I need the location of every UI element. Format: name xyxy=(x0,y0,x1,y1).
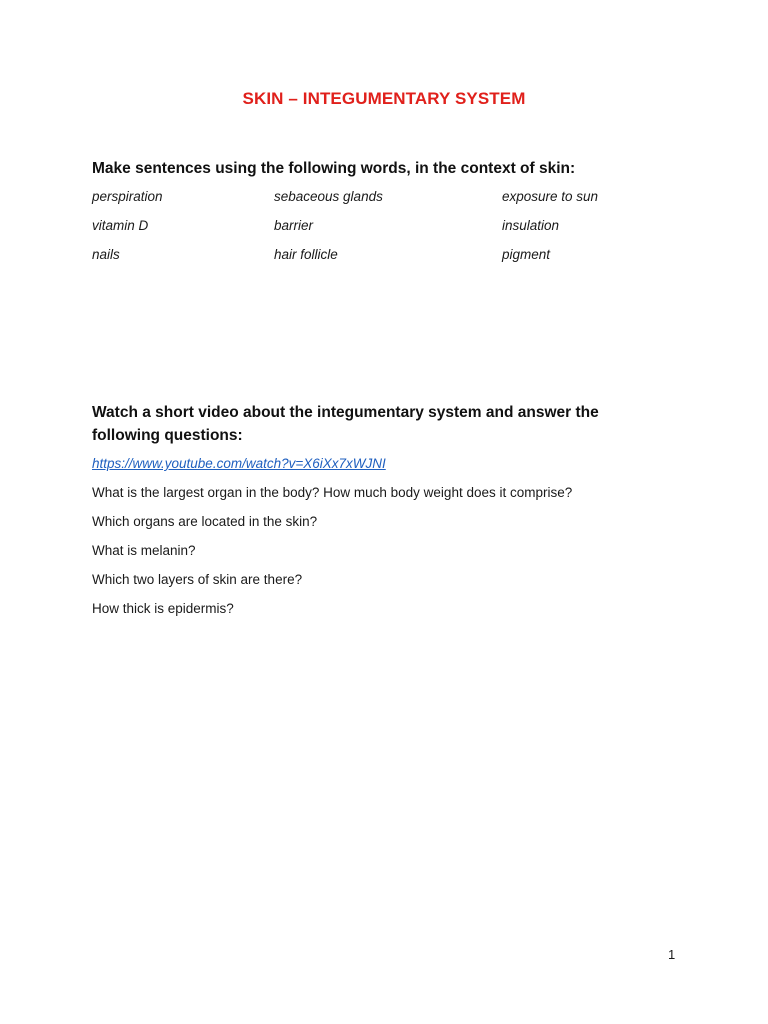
question-list xyxy=(92,485,572,630)
vocabulary-word: barrier xyxy=(274,218,314,233)
vocabulary-row xyxy=(92,247,692,276)
vocabulary-row xyxy=(92,189,692,218)
vocabulary-word: insulation xyxy=(502,218,560,233)
vocabulary-grid xyxy=(92,189,692,276)
section-heading-video: Watch a short video about the integumentary system and answer the following questions: xyxy=(92,404,599,444)
page-title: SKIN – INTEGUMENTARY SYSTEM xyxy=(242,89,526,108)
question-item: How thick is epidermis? xyxy=(92,601,234,616)
video-link[interactable]: https://www.youtube.com/watch?v=X6iXx7xWJNI xyxy=(92,456,386,471)
vocabulary-word: vitamin D xyxy=(92,218,149,233)
vocabulary-word: nails xyxy=(92,247,120,262)
section-heading-sentences: Make sentences using the following words, in the context of skin: xyxy=(92,160,576,177)
page-number: 1 xyxy=(668,947,676,962)
vocabulary-word: perspiration xyxy=(92,189,163,204)
question-item: Which two layers of skin are there? xyxy=(92,572,303,587)
vocabulary-word: pigment xyxy=(502,247,551,262)
question-item: Which organs are located in the skin? xyxy=(92,514,318,529)
question-item: What is the largest organ in the body? How much body weight does it comprise? xyxy=(92,485,573,500)
question-item: What is melanin? xyxy=(92,543,196,558)
vocabulary-word: exposure to sun xyxy=(502,189,599,204)
vocabulary-word: sebaceous glands xyxy=(274,189,383,204)
vocabulary-row xyxy=(92,218,692,247)
vocabulary-word: hair follicle xyxy=(274,247,338,262)
